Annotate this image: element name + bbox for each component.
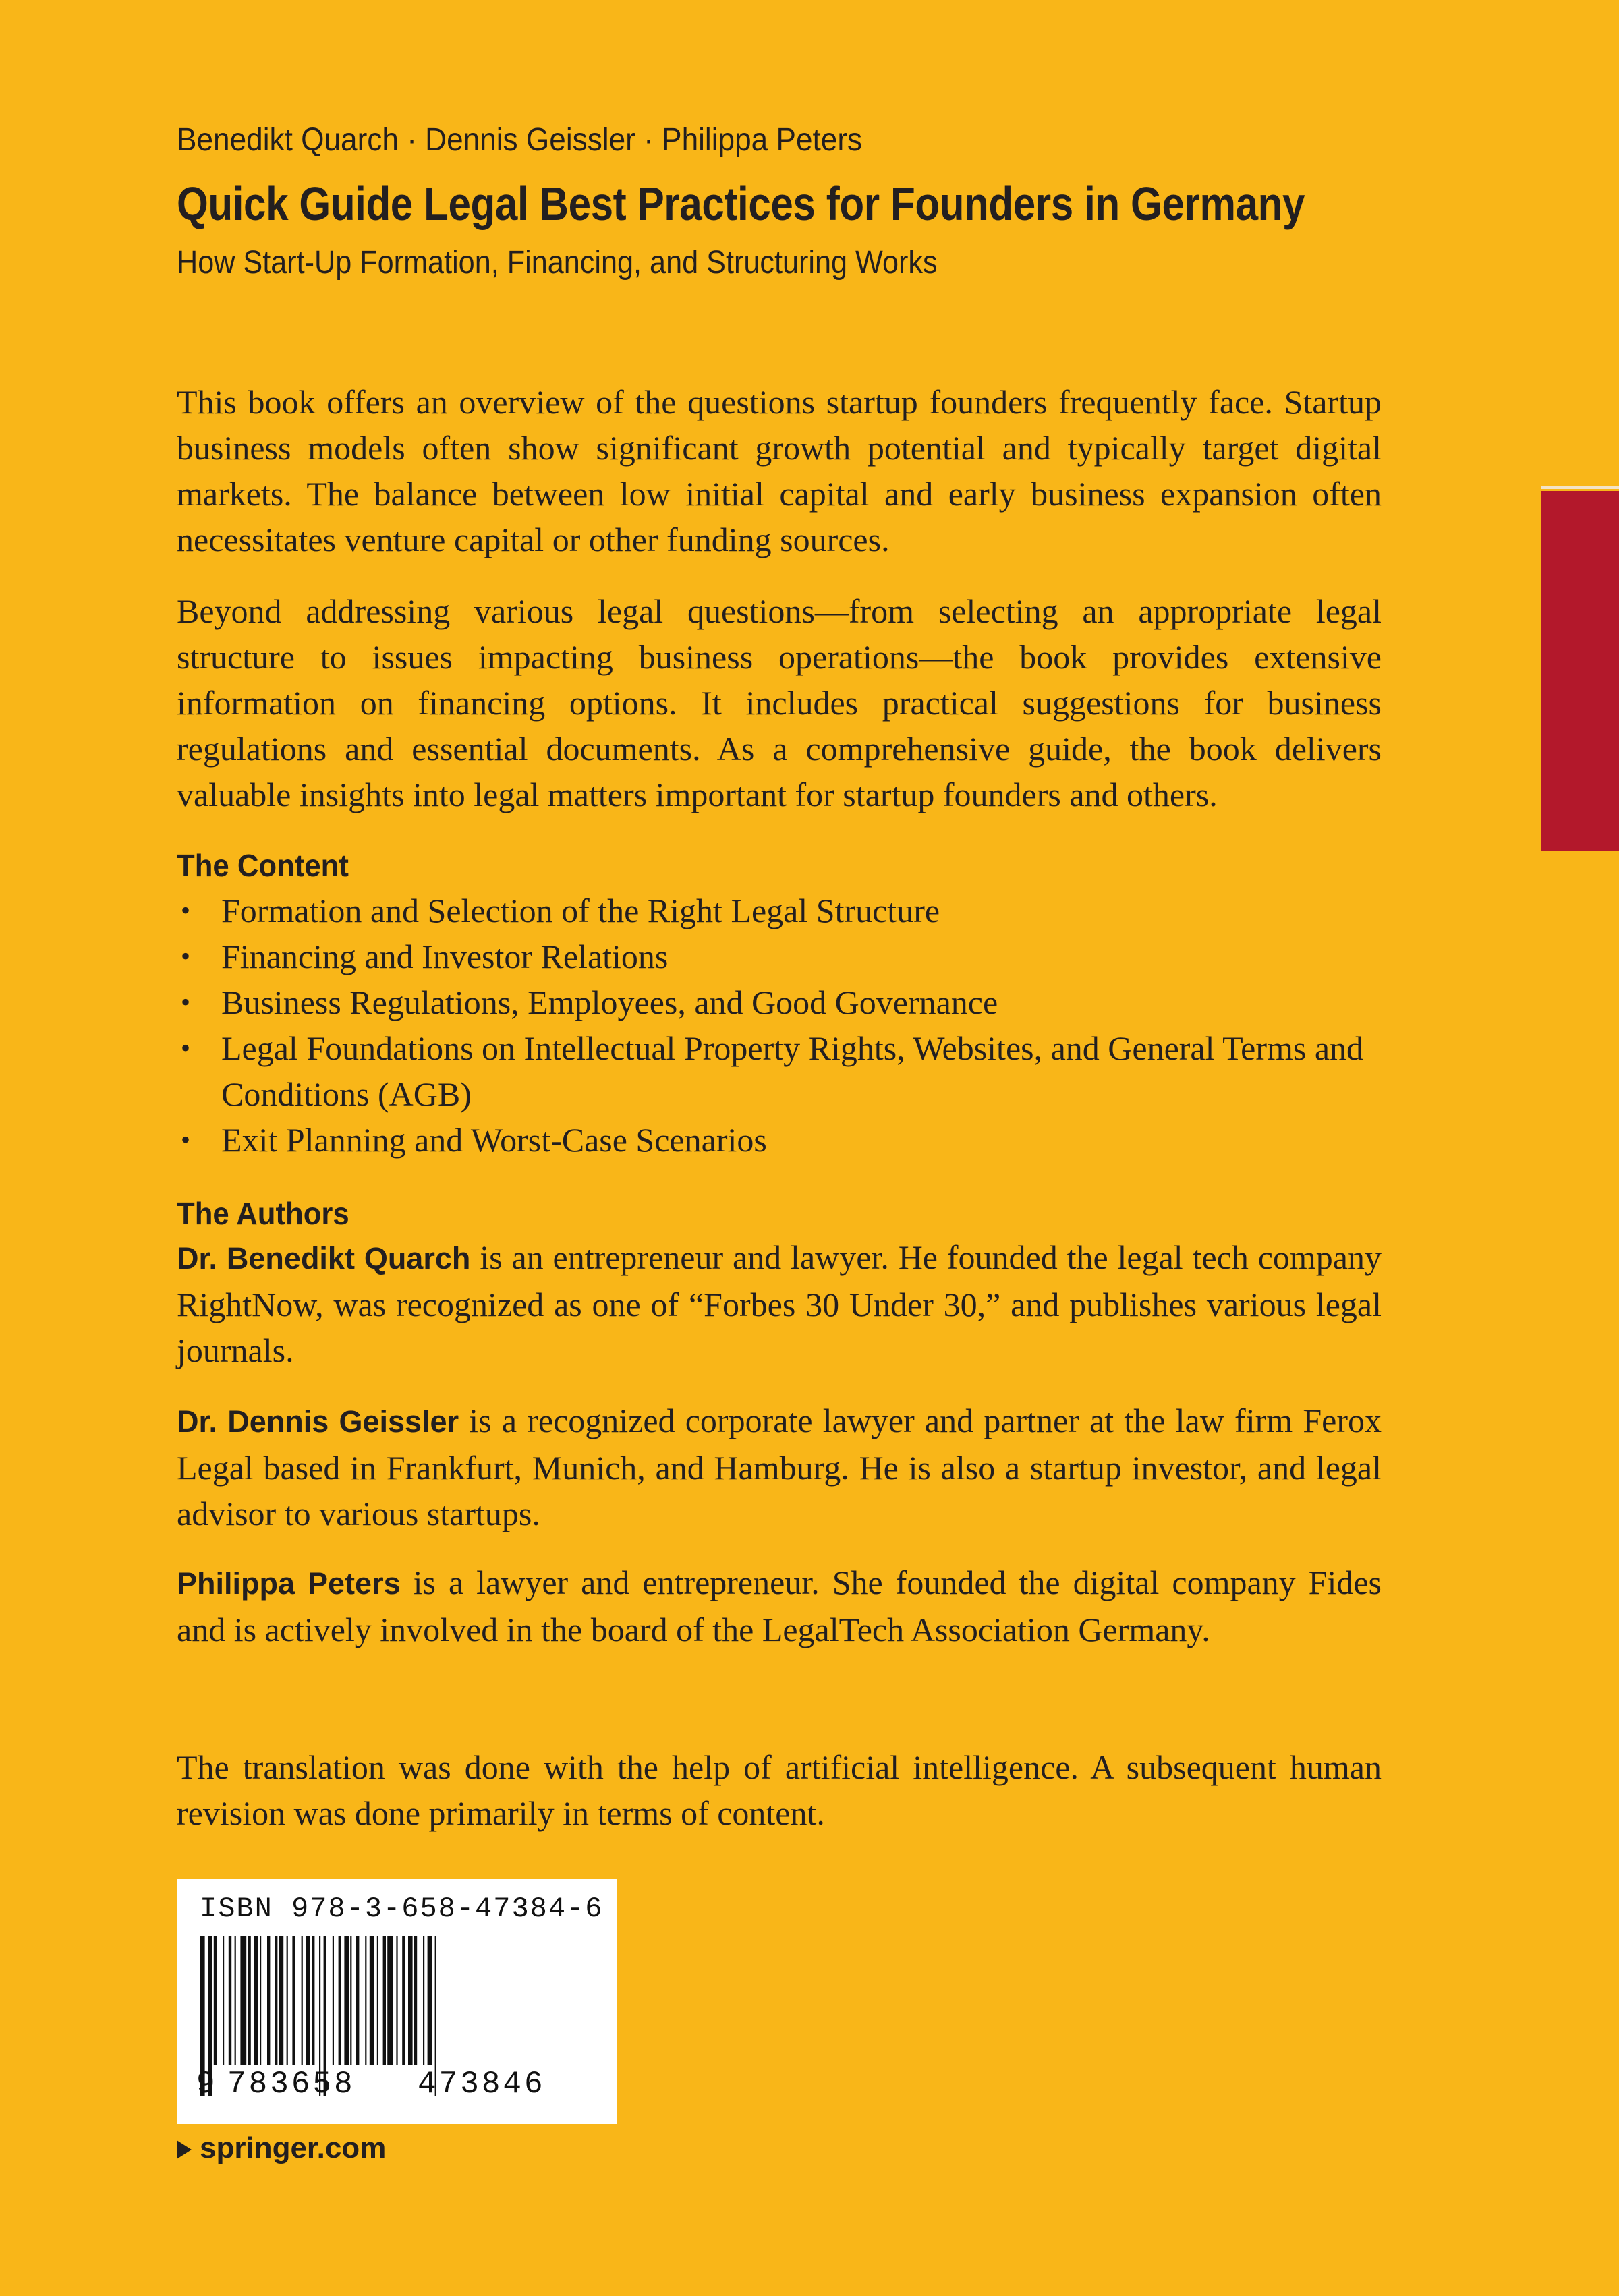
barcode-bar bbox=[377, 1936, 378, 2065]
barcode-bar bbox=[428, 1936, 432, 2065]
barcode-bar bbox=[383, 1936, 386, 2065]
translation-note: The translation was done with the help of artificial intelligence. A subsequent human revision was done primarily in terms of content. bbox=[177, 1748, 1382, 1832]
barcode-bar bbox=[287, 1936, 288, 2065]
description-paragraph-1: This book offers an overview of the questions startup founders frequently face. Startup business models often show significant growth potential and typically target digital markets. The balance between low initial capital and early business expansion often necessitates venture capital or other funding sources. bbox=[177, 383, 1382, 558]
author-bio-text: is a lawyer and entrepreneur. She founded the digital company Fides and is actively involved in the board of the LegalTech Association Germany. bbox=[177, 1563, 1382, 1648]
barcode-bar bbox=[339, 1936, 341, 2065]
author-bio-geissler bbox=[177, 1398, 1382, 1537]
barcode-bar bbox=[275, 1936, 277, 2065]
barcode-bar bbox=[312, 1936, 314, 2065]
list-item: • Business Regulations, Employees, and Good Governance bbox=[177, 979, 1382, 1025]
author-name: Philippa Peters bbox=[177, 1566, 401, 1601]
barcode-bar bbox=[370, 1936, 374, 2065]
barcode-bar bbox=[260, 1936, 261, 2065]
barcode-bar bbox=[414, 1936, 417, 2065]
list-item: • Exit Planning and Worst-Case Scenarios bbox=[177, 1117, 1382, 1163]
tab-divider bbox=[1541, 486, 1619, 489]
barcode-bar bbox=[302, 1936, 303, 2065]
author-bio-quarch bbox=[177, 1234, 1382, 1373]
barcode-bar bbox=[240, 1936, 246, 2065]
barcode-bar bbox=[402, 1936, 405, 2065]
barcode-bar bbox=[333, 1936, 334, 2065]
barcode-digits-left: 783658 bbox=[227, 2067, 356, 2102]
barcode-bar bbox=[408, 1936, 413, 2065]
authors-heading: The Authors bbox=[177, 1196, 349, 1231]
barcode-bar bbox=[214, 1936, 217, 2065]
content-heading: The Content bbox=[177, 848, 349, 883]
author-bio-text: is an entrepreneur and lawyer. He founded the legal tech company RightNow, was recognized as one of “Forbes 30 Under 30,” and publishes various legal journals. bbox=[177, 1238, 1382, 1369]
authors-line: Benedikt Quarch · Dennis Geissler · Philippa Peters bbox=[177, 122, 863, 158]
isbn-label: ISBN 978-3-658-47384-6 bbox=[200, 1893, 604, 1925]
barcode-bar bbox=[267, 1936, 270, 2065]
barcode-bar bbox=[279, 1936, 284, 2065]
barcode-bar bbox=[365, 1936, 366, 2065]
isbn-barcode bbox=[177, 1879, 617, 2124]
barcode-digit-first: 9 bbox=[196, 2067, 218, 2102]
barcode-bar bbox=[248, 1936, 250, 2065]
book-subtitle: How Start-Up Formation, Financing, and Structuring Works bbox=[177, 245, 938, 281]
barcode-bar bbox=[306, 1936, 310, 2065]
barcode-bar bbox=[356, 1936, 359, 2065]
list-item: • Financing and Investor Relations bbox=[177, 934, 1382, 979]
publisher-link[interactable] bbox=[177, 2131, 386, 2165]
barcode-bar bbox=[350, 1936, 351, 2065]
barcode-bar bbox=[396, 1936, 397, 2065]
color-tab bbox=[1541, 491, 1619, 851]
barcode-bar bbox=[223, 1936, 224, 2065]
barcode-bar bbox=[423, 1936, 424, 2065]
barcode-bar bbox=[235, 1936, 236, 2065]
barcode-bar bbox=[292, 1936, 295, 2065]
list-item: • Legal Foundations on Intellectual Property Rights, Websites, and General Terms and Conditions (AGB) bbox=[177, 1025, 1382, 1117]
barcode-bar bbox=[344, 1936, 349, 2065]
barcode-bar bbox=[387, 1936, 393, 2065]
book-title: Quick Guide Legal Best Practices for Founders in Germany bbox=[177, 177, 1305, 230]
barcode-digits-right: 473846 bbox=[418, 2067, 546, 2102]
barcode-bar bbox=[254, 1936, 258, 2065]
author-bio-text: is a recognized corporate lawyer and partner at the law firm Ferox Legal based in Frankfurt, Munich, and Hamburg. He is also a startup investor, and legal advisor to various startups. bbox=[177, 1402, 1382, 1532]
description-paragraph-2: Beyond addressing various legal questions—from selecting an appropriate legal structure to issues impacting business operations—the book provides extensive information on financing options. It includes practical suggestions for business regulations and essential documents. As a comprehensive guide, the book delivers valuable insights into legal matters important for startup founders and others. bbox=[177, 592, 1382, 813]
author-name: Dr. Benedikt Quarch bbox=[177, 1241, 471, 1275]
author-bio-peters bbox=[177, 1559, 1382, 1653]
content-list bbox=[177, 888, 1382, 1163]
author-name: Dr. Dennis Geissler bbox=[177, 1404, 459, 1439]
barcode-bar bbox=[229, 1936, 231, 2065]
list-item: • Formation and Selection of the Right Legal Structure bbox=[177, 888, 1382, 934]
publisher-link-text: springer.com bbox=[200, 2131, 387, 2164]
play-arrow-icon bbox=[177, 2140, 192, 2159]
